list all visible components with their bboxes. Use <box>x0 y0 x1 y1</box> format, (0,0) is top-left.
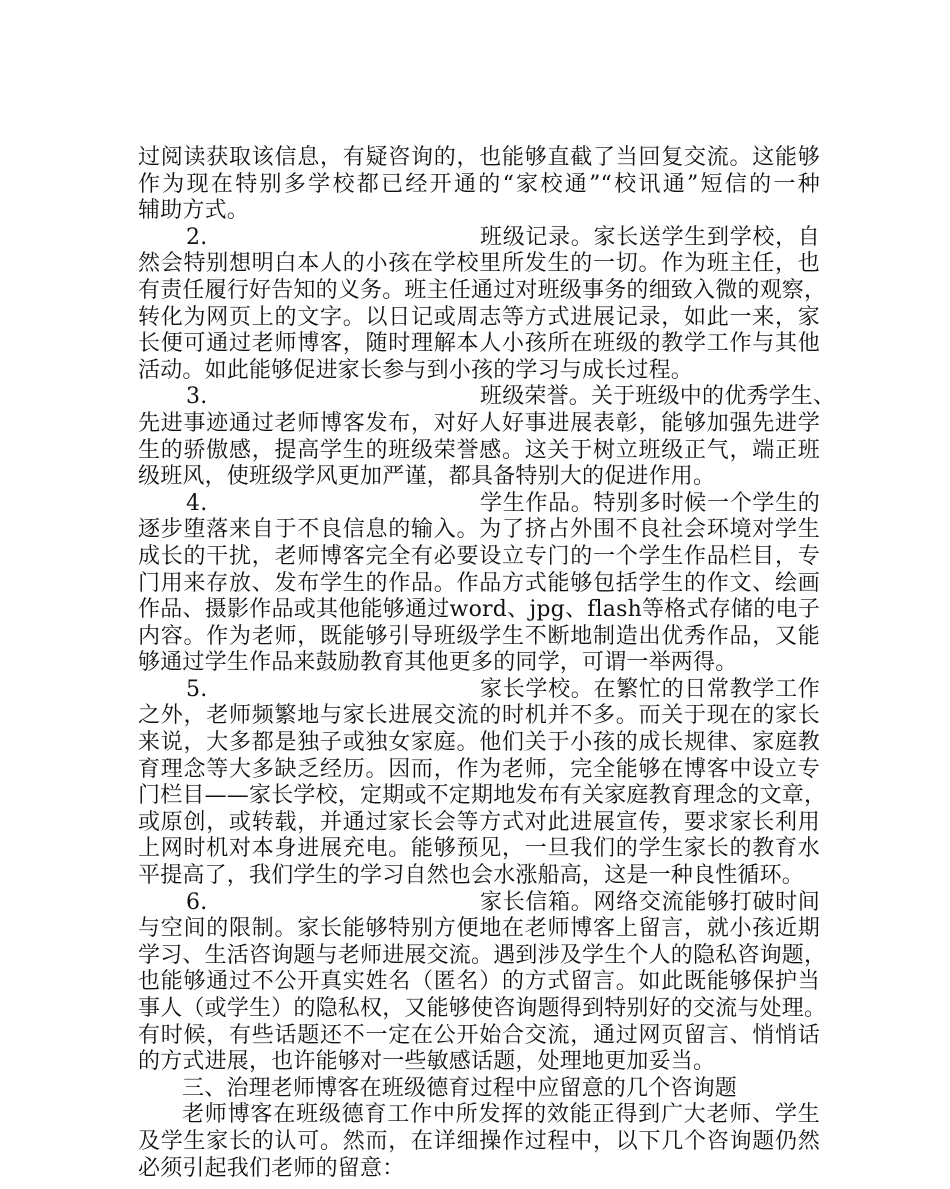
list-item-head <box>138 225 820 252</box>
text-line: 有责任履行好告知的义务。班主任通过对班级事务的细致入微的观察， <box>138 277 827 303</box>
text-line: 或原创，或转载，并通过家长会等方式对此进展宣传，要求家长利用 <box>138 809 820 835</box>
text-line: 够通过学生作品来鼓励教育其他更多的同学，可谓一举两得。 <box>138 650 738 676</box>
text-line: 活动。如此能够促进家长参与到小孩的学习与成长过程。 <box>138 357 694 383</box>
text-line: 逐步堕落来自于不良信息的输入。为了挤占外围不良社会环境对学生 <box>138 517 820 543</box>
text-line: 来说，大多都是独子或独女家庭。他们关于小孩的成长规律、家庭教 <box>138 730 820 756</box>
text-line: 育理念等大多缺乏经历。因而，作为老师，完全能够在博客中设立专 <box>138 756 820 782</box>
list-item-head <box>138 890 820 917</box>
list-item-head <box>138 677 820 704</box>
item-heading-text: 家长信箱。网络交流能够打破时间 <box>480 889 820 915</box>
item-heading-text: 学生作品。特别多时候一个学生的 <box>480 490 820 516</box>
text-line: 生的骄傲感，提高学生的班级荣誉感。这关于树立班级正气，端正班 <box>138 437 820 463</box>
list-item-head <box>138 384 836 411</box>
text-line: 过阅读获取该信息，有疑咨询的，也能够直截了当回复交流。这能够 <box>138 145 820 170</box>
text-line: 辅助方式。 <box>138 198 250 224</box>
item-number: 5. <box>186 676 208 702</box>
text-line: 上网时机对本身进展充电。能够预见，一旦我们的学生家长的教育水 <box>138 836 820 862</box>
text-line: 必须引起我们老师的留意： <box>138 1155 405 1181</box>
text-line: 与空间的限制。家长能够特别方便地在老师博客上留言，就小孩近期 <box>138 916 820 942</box>
item-number: 3. <box>186 384 208 410</box>
text-line: 门用来存放、发布学生的作品。作品方式能够包括学生的作文、绘画 <box>138 570 820 596</box>
text-line: 有时候，有些话题还不一定在公开始合交流，通过网页留言、悄悄话 <box>138 1022 820 1048</box>
text-line: 然会特别想明白本人的小孩在学校里所发生的一切。作为班主任，也 <box>138 251 820 277</box>
text-line: 平提高了，我们学生的学习自然也会水涨船高，这是一种良性循环。 <box>138 863 805 889</box>
section-heading: 三、治理老师博客在班级德育过程中应留意的几个咨询题 <box>182 1075 738 1101</box>
text-line: 转化为网页上的文字。以日记或周志等方式进展记录，如此一来，家 <box>138 304 820 330</box>
item-number: 4. <box>186 490 208 516</box>
text-line: 老师博客在班级德育工作中所发挥的效能正得到广大老师、学生 <box>182 1102 820 1128</box>
text-line: 门栏目——家长学校，定期或不定期地发布有关家庭教育理念的文章， <box>138 783 827 809</box>
text-line: 作品、摄影作品或其他能够通过word、jpg、flash等格式存储的电子 <box>138 597 820 623</box>
item-number: 6. <box>186 889 208 915</box>
text-line: 作为现在特别多学校都已经开通的“家校通”“校讯通”短信的一种 <box>138 171 820 197</box>
text-line: 内容。作为老师，既能够引导班级学生不断地制造出优秀作品，又能 <box>138 623 820 649</box>
text-line: 长便可通过老师博客，随时理解本人小孩所在班级的教学工作与其他 <box>138 331 820 357</box>
text-line: 也能够通过不公开真实姓名（匿名）的方式留言。如此既能够保护当 <box>138 969 820 995</box>
item-number: 2. <box>186 224 208 250</box>
text-line: 及学生家长的认可。然而，在详细操作过程中，以下几个咨询题仍然 <box>138 1128 820 1154</box>
text-line: 的方式进展，也许能够对一些敏感话题，处理地更加妥当。 <box>138 1049 716 1075</box>
text-line: 级班风，使班级学风更加严谨，都具备特别大的促进作用。 <box>138 464 716 490</box>
item-heading-text: 班级荣誉。关于班级中的优秀学生、 <box>480 384 836 410</box>
list-item-head <box>138 491 820 518</box>
text-line: 事人（或学生）的隐私权，又能够使咨询题得到特别好的交流与处理。 <box>138 996 827 1021</box>
text-line: 先进事迹通过老师博客发布，对好人好事进展表彰，能够加强先进学 <box>138 410 820 436</box>
text-line: 之外，老师频繁地与家长进展交流的时机并不多。而关于现在的家长 <box>138 703 820 729</box>
item-heading-text: 家长学校。在繁忙的日常教学工作 <box>480 676 820 702</box>
item-heading-text: 班级记录。家长送学生到学校，自 <box>480 224 820 250</box>
text-line: 学习、生活咨询题与老师进展交流。遇到涉及学生个人的隐私咨询题， <box>138 942 827 968</box>
text-line: 成长的干扰，老师博客完全有必要设立专门的一个学生作品栏目，专 <box>138 543 820 569</box>
document-page <box>138 145 836 1182</box>
